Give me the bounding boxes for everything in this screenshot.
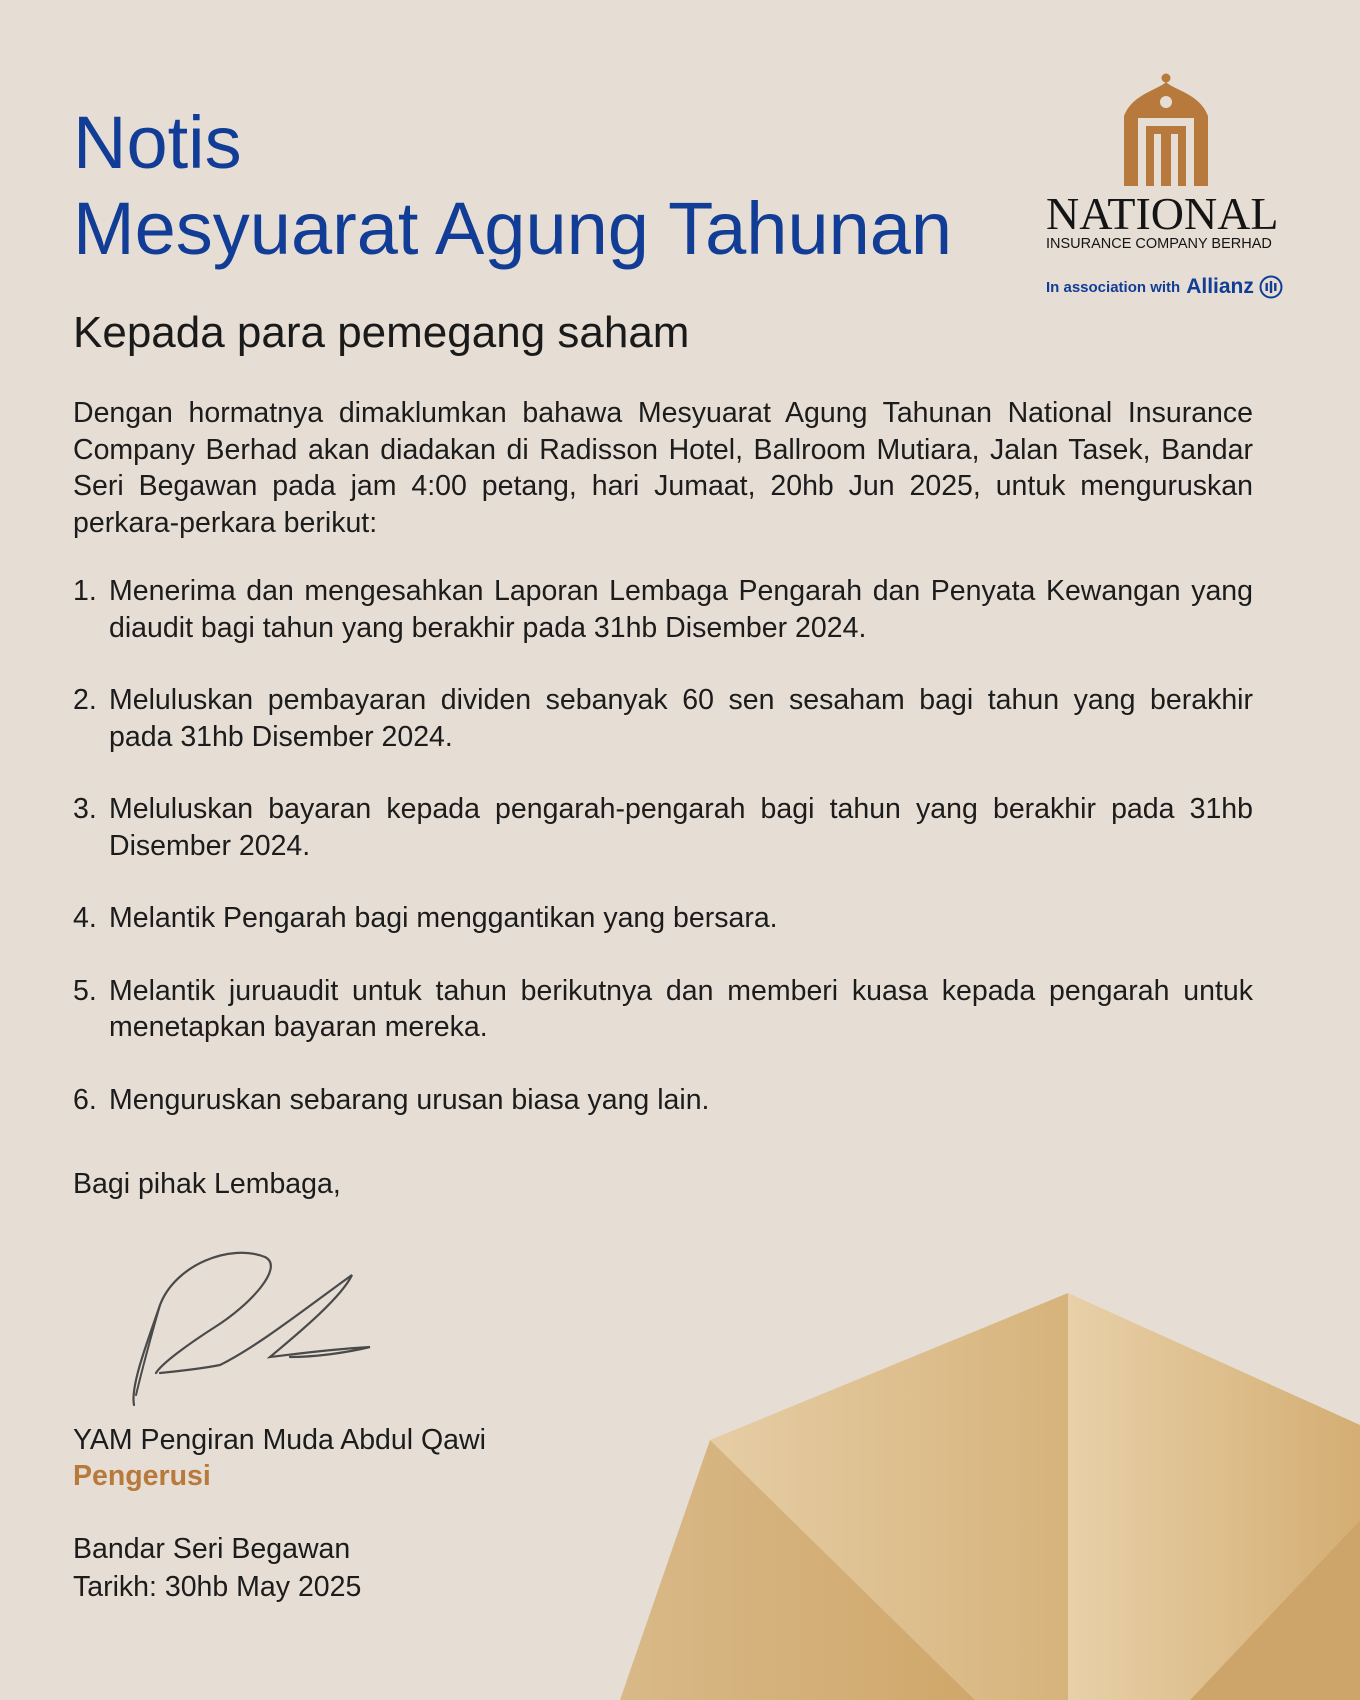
intro-paragraph: Dengan hormatnya dimaklumkan bahawa Mesyuarat Agung Tahunan National Insurance Company Berhad akan diadakan di Radisson Hotel, Ballroom Mutiara, Jalan Tasek, Bandar Seri Begawan pada jam 4:00 petang, hari Jumaat, 20hb Jun 2025, untuk menguruskan perkara-perkara berikut: — [73, 397, 1253, 539]
agenda-item-number: 6. — [73, 1083, 97, 1116]
agenda-item-number: 3. — [73, 793, 97, 825]
signer-name: YAM Pengiran Muda Abdul Qawi — [73, 1424, 486, 1456]
dome-building-icon — [1118, 72, 1214, 188]
closing-line: Bagi pihak Lembaga, — [73, 1168, 341, 1200]
allianz-emblem-icon — [1259, 275, 1283, 299]
notice-place: Bandar Seri Begawan — [73, 1533, 351, 1565]
agenda-item — [73, 973, 1253, 1046]
agenda-list — [73, 573, 1253, 1154]
logo-wordmark: NATIONAL — [1046, 188, 1279, 239]
title-line-2: Mesyuarat Agung Tahunan — [73, 187, 953, 270]
logo-subname: INSURANCE COMPANY BERHAD — [1046, 236, 1272, 252]
title-line-1: Notis — [73, 101, 242, 184]
association-brand: Allianz — [1186, 275, 1254, 298]
notice-date: Tarikh: 30hb May 2025 — [73, 1571, 362, 1603]
page-title — [73, 100, 952, 272]
agenda-item — [73, 900, 1253, 937]
agenda-item-text: Meluluskan bayaran kepada pengarah-pengarah bagi tahun yang berakhir pada 31hb Disember 2024. — [109, 793, 1253, 862]
signer-role: Pengerusi — [73, 1460, 211, 1492]
agenda-item — [73, 573, 1253, 646]
company-logo — [1040, 72, 1290, 302]
agenda-item-number: 5. — [73, 974, 97, 1007]
agenda-item — [73, 682, 1253, 755]
logo-association — [1046, 275, 1283, 299]
agenda-item — [73, 1082, 1253, 1119]
agenda-item-text: Meluluskan pembayaran dividen sebanyak 60 sen sesaham bagi tahun yang berakhir pada 31hb Disember 2024. — [109, 684, 1253, 753]
agenda-item-number: 2. — [73, 684, 97, 716]
agenda-item-number: 4. — [73, 902, 97, 934]
signature-image — [120, 1245, 400, 1415]
agenda-item-text: Melantik Pengarah bagi menggantikan yang bersara. — [109, 902, 778, 934]
agenda-item — [73, 791, 1253, 864]
agenda-item-text: Menerima dan mengesahkan Laporan Lembaga Pengarah dan Penyata Kewangan yang diaudit bagi tahun yang berakhir pada 31hb Disember 2024. — [109, 575, 1253, 644]
agenda-item-number: 1. — [73, 575, 97, 607]
agenda-item-text: Menguruskan sebarang urusan biasa yang lain. — [109, 1083, 710, 1116]
agenda-item-text: Melantik juruaudit untuk tahun berikutnya dan memberi kuasa kepada pengarah untuk menetapkan bayaran mereka. — [109, 974, 1253, 1043]
association-text: In association with — [1046, 278, 1181, 296]
greeting-heading: Kepada para pemegang saham — [73, 308, 690, 357]
